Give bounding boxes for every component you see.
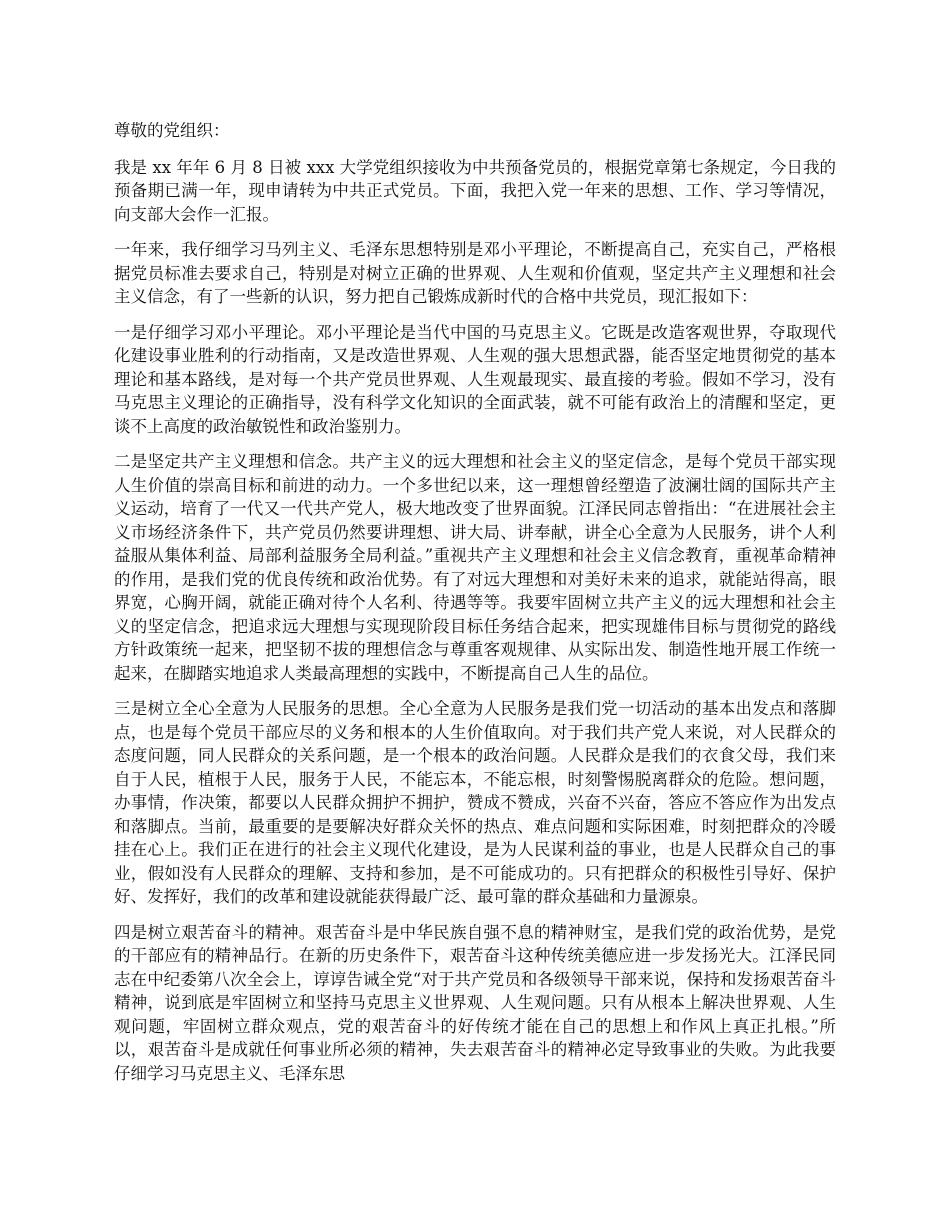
- paragraph-point-1: 一是仔细学习邓小平理论。邓小平理论是当代中国的马克思主义。它既是改造客观世界，夺取现代化建设事业胜利的行动指南，又是改造世界观、人生观的强大思想武器，能否坚定地贯彻党的基本理论和基本路线，是对每一个共产党员世界观、人生观最现实、最直接的考验。假如不学习，没有马克思主义理论的正确指导，没有科学文化知识的全面武装，就不可能有政治上的清醒和坚定，更谈不上高度的政治敏锐性和政治鉴别力。: [114, 322, 836, 436]
- document-body: [114, 119, 836, 1097]
- paragraph-point-2: 二是坚定共产主义理想和信念。共产主义的远大理想和社会主义的坚定信念，是每个党员干部实现人生价值的崇高目标和前进的动力。一个多世纪以来，这一理想曾经塑造了波澜壮阔的国际共产主义运动，培育了一代又一代共产党人，极大地改变了世界面貌。江泽民同志曾指出：“在进展社会主义市场经济条件下，共产党员仍然要讲理想、讲大局、讲奉献，讲全心全意为人民服务，讲个人利益服从集体利益、局部利益服务全局利益。”重视共产主义理想和社会主义信念教育，重视革命精神的作用，是我们党的优良传统和政治优势。有了对远大理想和对美好未来的追求，就能站得高，眼界宽，心胸开阔，就能正确对待个人名利、待遇等等。我要牢固树立共产主义的远大理想和社会主义的坚定信念，把追求远大理想与实现现阶段目标任务结合起来，把实现雄伟目标与贯彻党的路线方针政策统一起来，把坚韧不拔的理想信念与尊重客观规律、从实际出发、制造性地开展工作统一起来，在脚踏实地追求人类最高理想的实践中，不断提高自己人生的品位。: [114, 452, 836, 683]
- paragraph-point-4: 四是树立艰苦奋斗的精神。艰苦奋斗是中华民族自强不息的精神财宝，是我们党的政治优势，是党的干部应有的精神品行。在新的历史条件下，艰苦奋斗这种传统美德应进一步发扬光大。江泽民同志在中纪委第八次全会上，谆谆告诫全党“对于共产党员和各级领导干部来说，保持和发扬艰苦奋斗精神，说到底是牢固树立和坚持马克思主义世界观、人生观问题。只有从根本上解决世界观、人生观问题，牢固树立群众观点，党的艰苦奋斗的好传统才能在自己的思想上和作风上真正扎根。”所以，艰苦奋斗是成就任何事业所必须的精神，失去艰苦奋斗的精神必定导致事业的失败。为此我要仔细学习马克思主义、毛泽东思: [114, 922, 836, 1083]
- salutation: 尊敬的党组织：: [114, 121, 230, 140]
- paragraph-point-3: 三是树立全心全意为人民服务的思想。全心全意为人民服务是我们党一切活动的基本出发点和落脚点，也是每个党员干部应尽的义务和根本的人生价值取向。对于我们共产党人来说，对人民群众的态度问题，同人民群众的关系问题，是一个根本的政治问题。人民群众是我们的衣食父母，我们来自于人民，植根于人民，服务于人民，不能忘本，不能忘根，时刻警惕脱离群众的危险。想问题，办事情，作决策，都要以人民群众拥护不拥护，赞成不赞成，兴奋不兴奋，答应不答应作为出发点和落脚点。当前，最重要的是要解决好群众关怀的热点、难点问题和实际困难，时刻把群众的冷暖挂在心上。我们正在进行的社会主义现代化建设，是为人民谋利益的事业，也是人民群众自己的事业，假如没有人民群众的理解、支持和参加，是不可能成功的。只有把群众的积极性引导好、保护好、发挥好，我们的改革和建设就能获得最广泛、最可靠的群众基础和力量源泉。: [114, 699, 836, 906]
- paragraph-intro: 我是 xx 年年 6 月 8 日被 xxx 大学党组织接收为中共预备党员的，根据党章第七条规定，今日我的预备期已满一年，现申请转为中共正式党员。下面，我把入党一年来的思想、工作、学习等情况，向支部大会作一汇报。: [114, 157, 836, 224]
- paragraph-overview: 一年来，我仔细学习马列主义、毛泽东思想特别是邓小平理论，不断提高自己，充实自己，严格根据党员标准去要求自己，特别是对树立正确的世界观、人生观和价值观，坚定共产主义理想和社会主义信念，有了一些新的认识，努力把自己锻炼成新时代的合格中共党员，现汇报如下：: [114, 240, 836, 306]
